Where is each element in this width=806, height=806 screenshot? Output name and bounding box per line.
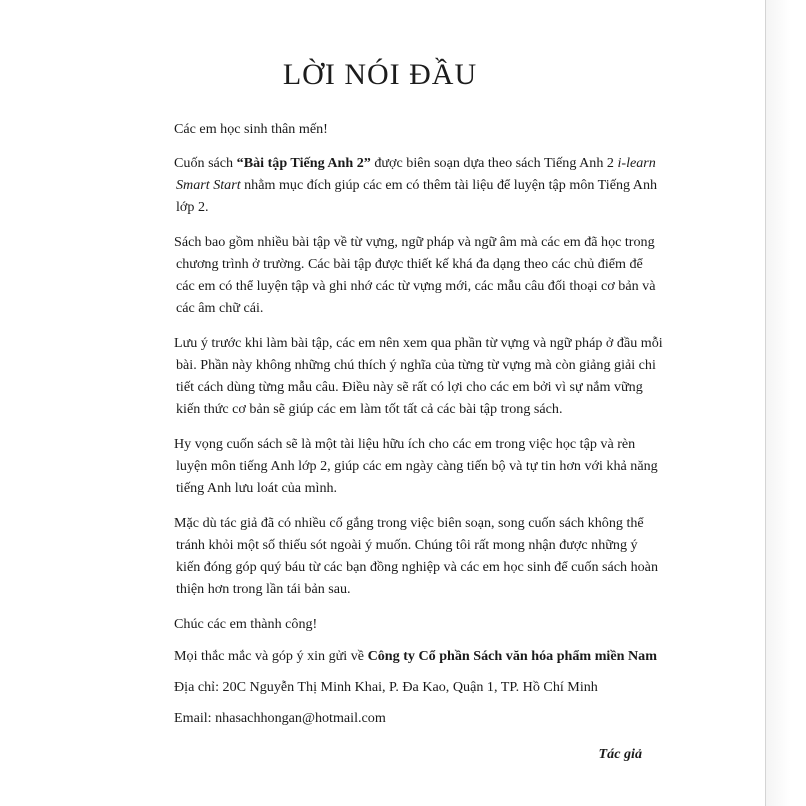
- preface-body: [176, 118, 664, 765]
- paragraph-1: [176, 152, 664, 218]
- p1-pre: Cuốn sách: [174, 155, 237, 171]
- book-title: “Bài tập Tiếng Anh 2”: [236, 155, 371, 171]
- p1-post: nhằm mục đích giúp các em có thêm tài liệu để luyện tập môn Tiếng Anh lớp 2.: [176, 177, 658, 215]
- paragraph-4: Hy vọng cuốn sách sẽ là một tài liệu hữu ích cho các em trong việc học tập và rèn luyện môn tiếng Anh lớp 2, giúp các em ngày càng tiến bộ và tự tin hơn với khả năng tiếng Anh lưu loát của mình.: [174, 436, 658, 496]
- p1-mid: được biên soạn dựa theo sách Tiếng Anh 2: [370, 155, 618, 171]
- paragraph-2: Sách bao gồm nhiều bài tập về từ vựng, ngữ pháp và ngữ âm mà các em đã học trong chương trình ở trường. Các bài tập được thiết kế khá đa dạng theo các chủ điểm để các em có thể luyện tập và ghi nhớ các từ vựng mới, các mẫu câu đối thoại cơ bản và các âm chữ cái.: [174, 234, 656, 316]
- closing-line: Chúc các em thành công!: [174, 616, 318, 632]
- email-line: Email: nhasachhongan@hotmail.com: [174, 710, 386, 726]
- paragraph-5: Mặc dù tác giả đã có nhiều cố gắng trong việc biên soạn, song cuốn sách không thể tránh khỏi một số thiếu sót ngoài ý muốn. Chúng tôi rất mong nhận được những ý kiến đóng góp quý báu từ các bạn đồng nghiệp và các em học sinh để cuốn sách hoàn thiện hơn trong lần tái bản sau.: [174, 515, 658, 597]
- series-name: i-learn Smart Start: [176, 155, 656, 193]
- company-name: Công ty Cổ phần Sách văn hóa phẩm miền Nam: [367, 648, 657, 664]
- page-edge: [765, 0, 806, 806]
- page-title: LỜI NÓI ĐẦU: [282, 58, 478, 91]
- paragraph-3: Lưu ý trước khi làm bài tập, các em nên xem qua phần từ vựng và ngữ pháp ở đầu mỗi bài. Phần này không những chú thích ý nghĩa của từng từ vựng mà còn giảng giải chi tiết cách dùng từng mẫu câu. Điều này sẽ rất có lợi cho các em bởi vì sự nắm vững kiến thức cơ bản sẽ giúp các em làm tốt tất cả các bài tập trong sách.: [174, 335, 663, 417]
- signature: Tác giả: [598, 746, 642, 762]
- contact-line: [176, 645, 664, 667]
- greeting: Các em học sinh thân mến!: [174, 121, 328, 137]
- contact-pre: Mọi thắc mắc và góp ý xin gửi về: [174, 648, 368, 664]
- address-line: Địa chỉ: 20C Nguyễn Thị Minh Khai, P. Đa Kao, Quận 1, TP. Hồ Chí Minh: [174, 679, 598, 695]
